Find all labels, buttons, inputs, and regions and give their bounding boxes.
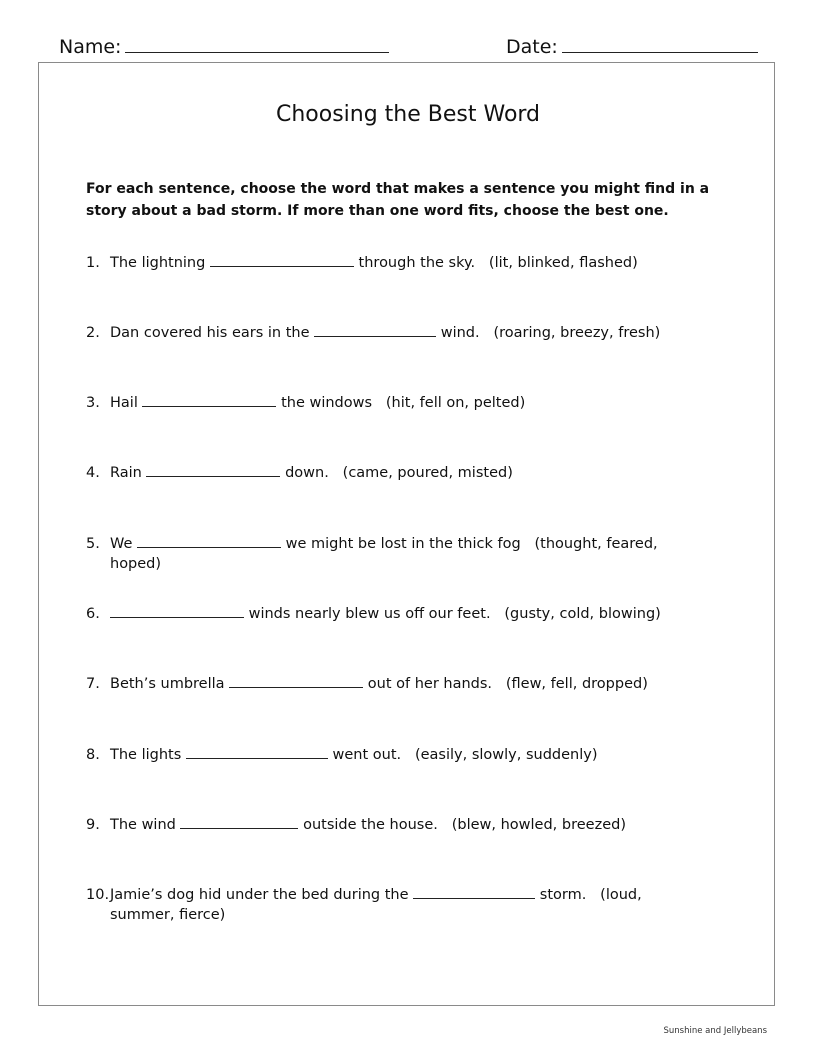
question-number: 9. [86,817,100,833]
question-text: down. [285,465,329,481]
question-number: 6. [86,606,100,622]
question-number: 10. [86,887,110,903]
worksheet-title: Choosing the Best Word [275,102,541,127]
question-number: 5. [86,536,100,552]
answer-blank[interactable] [180,815,298,829]
question-4 [86,463,696,483]
answer-options: (loud, summer, fierce) [110,887,642,923]
question-text: winds nearly blew us off our feet. [248,606,491,622]
question-text: Rain [110,465,142,481]
question-text: We [110,536,133,552]
question-2 [86,323,696,343]
answer-blank[interactable] [137,534,281,548]
question-text: through the sky. [358,255,476,271]
answer-options: (roaring, breezy, fresh) [493,325,661,341]
answer-options: (flew, fell, dropped) [505,676,648,692]
question-text: outside the house. [303,817,438,833]
answer-options: (lit, blinked, flashed) [488,255,638,271]
answer-options: (came, poured, misted) [342,465,513,481]
question-text: went out. [332,747,402,763]
question-number: 2. [86,325,100,341]
answer-blank[interactable] [229,674,363,688]
question-number: 3. [86,395,100,411]
question-text: out of her hands. [367,676,493,692]
question-text: Beth’s umbrella [110,676,225,692]
answer-blank[interactable] [186,745,328,759]
answer-blank[interactable] [413,885,535,899]
name-label: Name: [59,36,122,58]
answer-blank[interactable] [142,393,276,407]
question-number: 7. [86,676,100,692]
question-text: Hail [110,395,138,411]
question-1 [86,253,696,273]
question-text: Jamie’s dog hid under the bed during the [110,887,409,903]
answer-blank[interactable] [146,463,280,477]
footer-credit: Sunshine and Jellybeans [663,1026,767,1036]
answer-blank[interactable] [314,323,436,337]
question-10 [86,885,696,925]
question-text: wind. [440,325,480,341]
answer-blank[interactable] [210,253,354,267]
question-number: 8. [86,747,100,763]
answer-options: (blew, howled, breezed) [451,817,626,833]
question-text: storm. [539,887,587,903]
name-field[interactable] [59,36,389,58]
name-blank-line[interactable] [125,51,389,53]
question-text: The lightning [110,255,206,271]
question-number: 4. [86,465,100,481]
answer-options: (easily, slowly, suddenly) [414,747,598,763]
question-text: we might be lost in the thick fog [285,536,521,552]
question-text: the windows [281,395,373,411]
question-number: 1. [86,255,100,271]
question-9 [86,815,696,835]
question-text: The lights [110,747,182,763]
answer-options: (thought, feared, hoped) [110,536,658,572]
question-5 [86,534,696,574]
date-field[interactable] [506,36,758,58]
question-3 [86,393,696,413]
question-text: The wind [110,817,176,833]
question-6 [86,604,696,624]
answer-blank[interactable] [110,604,244,618]
question-8 [86,745,696,765]
question-7 [86,674,696,694]
date-blank-line[interactable] [562,51,758,53]
header [0,36,816,62]
date-label: Date: [506,36,558,58]
instructions: For each sentence, choose the word that makes a sentence you might find in a story about a bad storm. If more than one word fits, choose the best one. [86,181,710,219]
question-text: Dan covered his ears in the [110,325,310,341]
answer-options: (hit, fell on, pelted) [385,395,526,411]
answer-options: (gusty, cold, blowing) [504,606,661,622]
